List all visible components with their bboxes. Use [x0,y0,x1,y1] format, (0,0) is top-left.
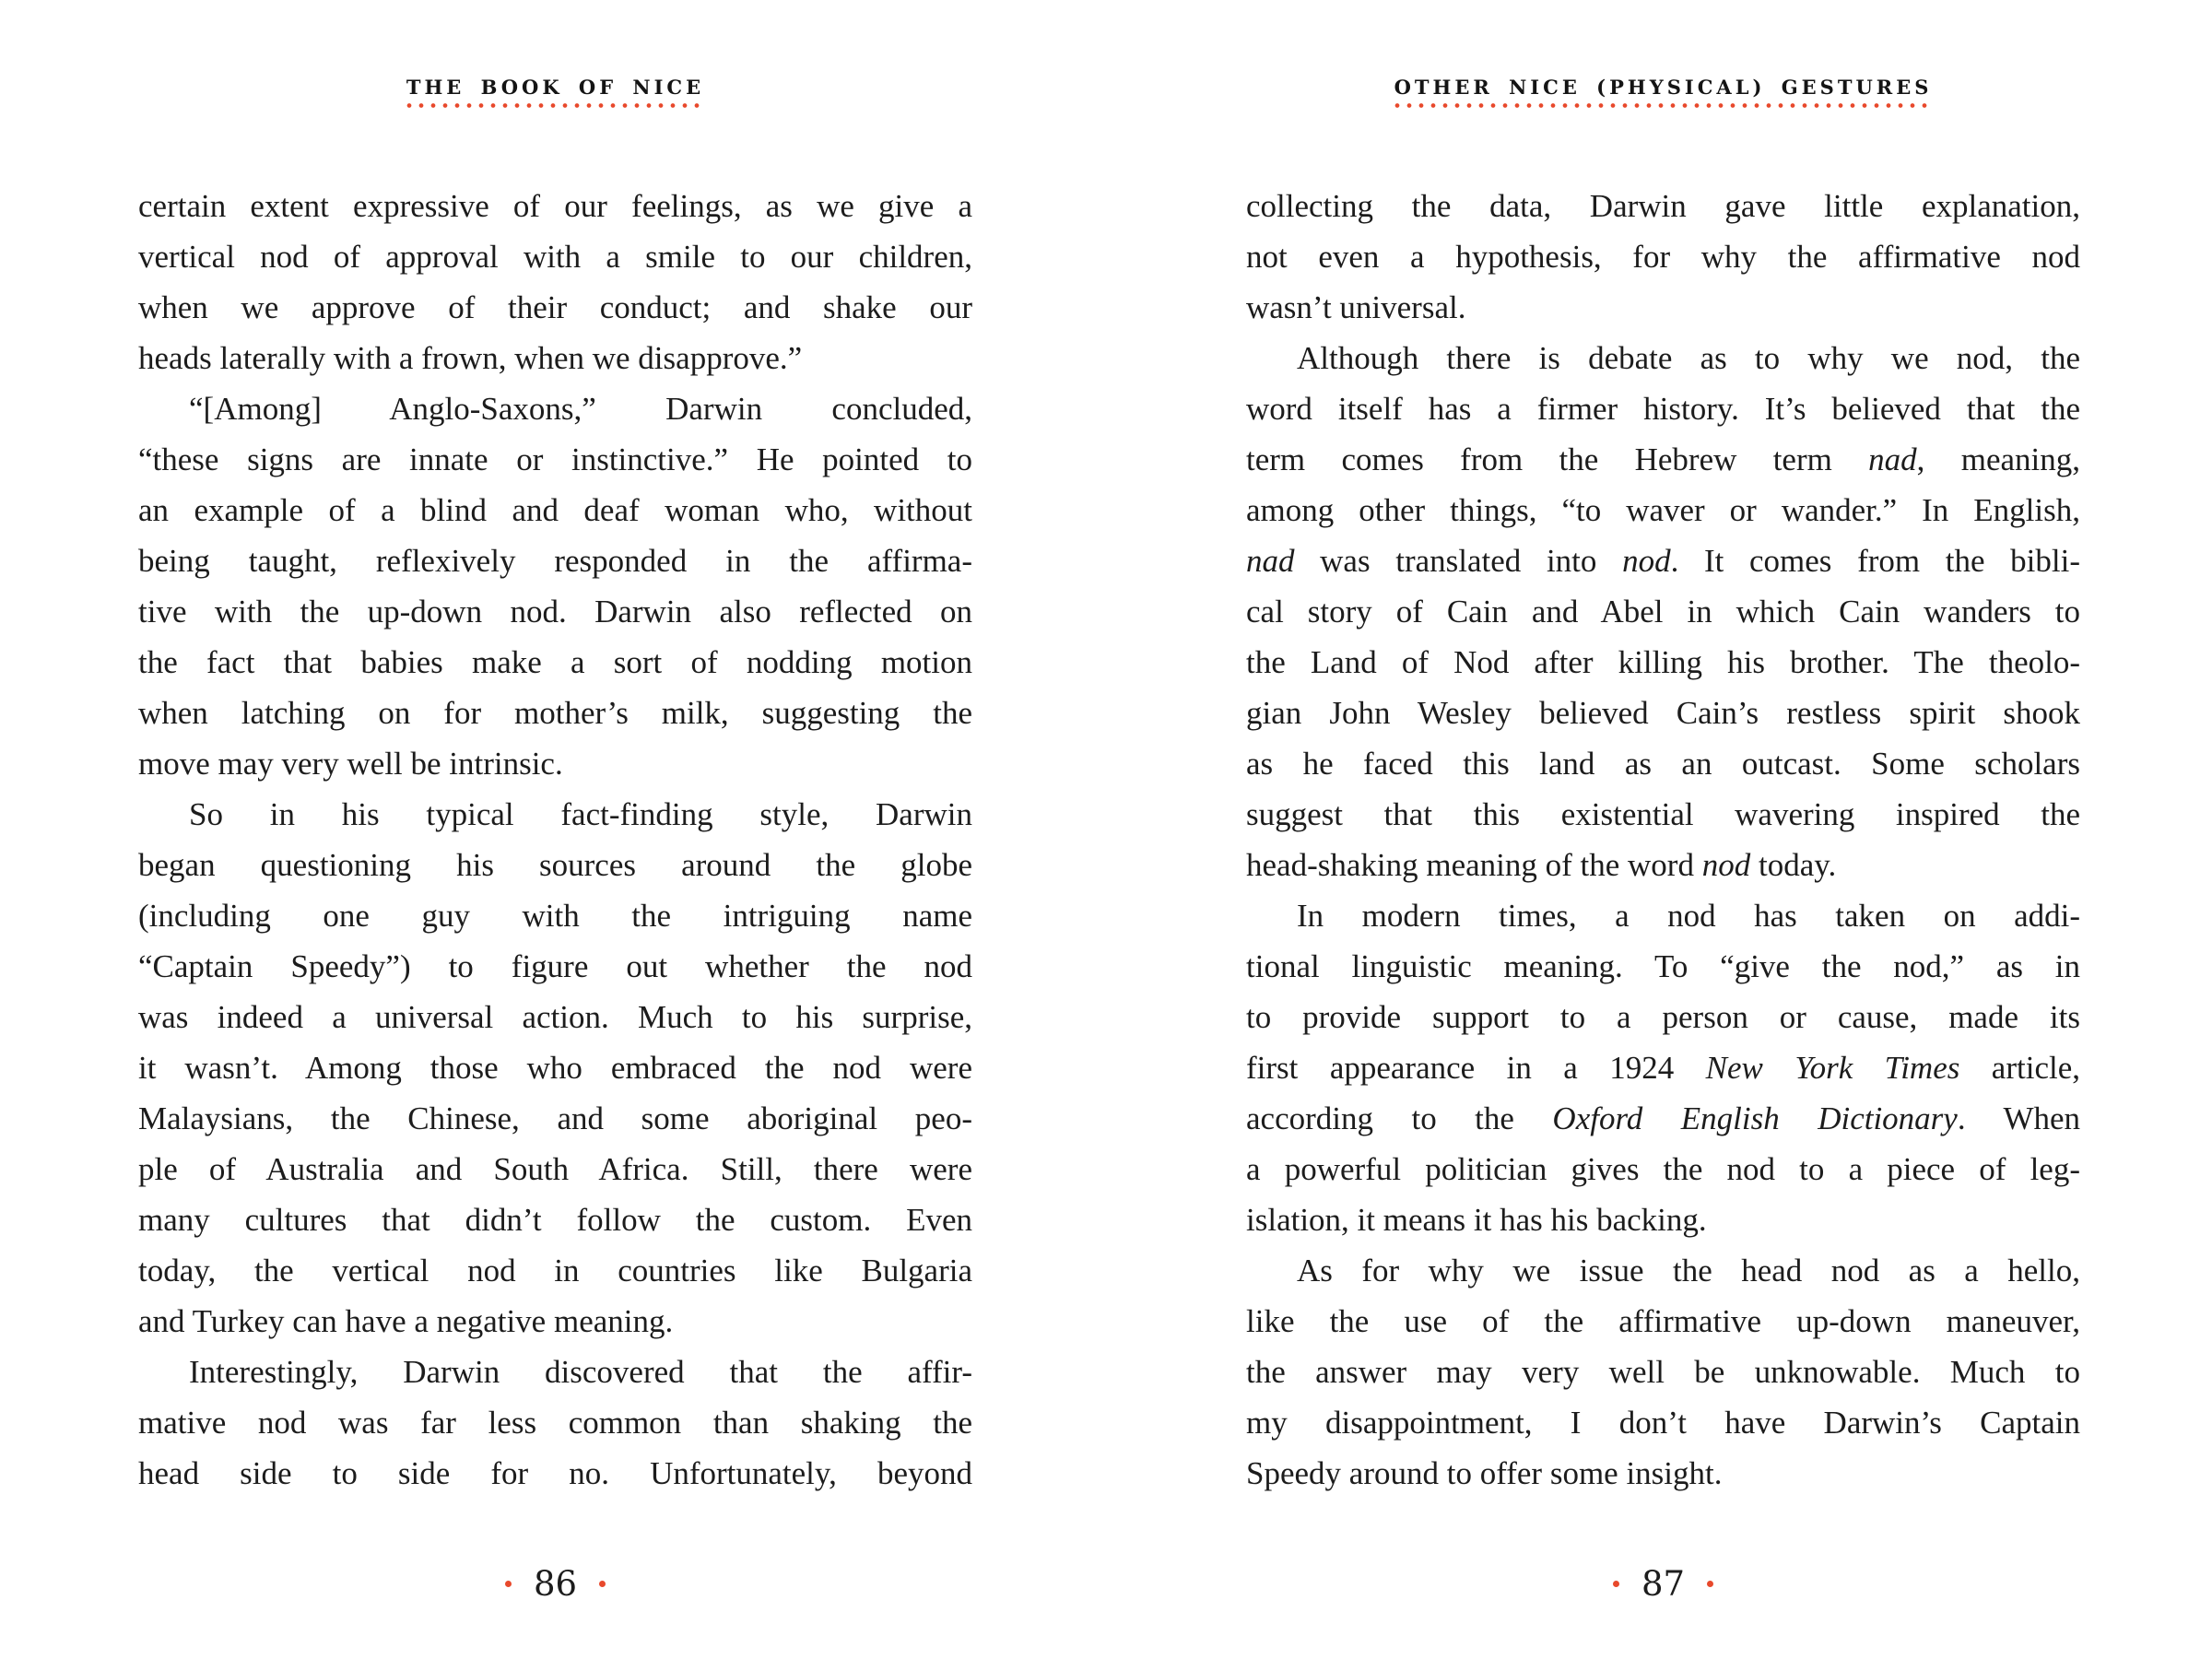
text-line: tive with the up-down nod. Darwin also reflected on [138,594,972,629]
text-line: ple of Australia and South Africa. Still, there were [138,1151,972,1187]
right-page-number: 87 [1641,1564,1686,1604]
left-page-text-column [138,181,972,1499]
text-line: according to the Oxford English Dictionary. When [1246,1100,2081,1136]
text-line: began questioning his sources around the globe [138,847,972,883]
folio-dot-icon [1613,1581,1619,1587]
text-line: Malaysians, the Chinese, and some aboriginal peo- [138,1100,972,1136]
text-line: collecting the data, Darwin gave little explanation, [1246,188,2080,224]
right-running-head-wrap [1394,76,1933,109]
text-line: cal story of Cain and Abel in which Cain wanders to [1246,594,2080,629]
folio-dot-icon [599,1581,606,1587]
text-line: to provide support to a person or cause, made its [1246,999,2080,1035]
text-line: “these signs are innate or instinctive.” He pointed to [138,441,972,477]
text-line: wasn’t universal. [1246,289,1466,325]
text-line: “Captain Speedy”) to figure out whether the nod [138,948,972,984]
text-line: when we approve of their conduct; and shake our [138,289,972,325]
text-line: my disappointment, I don’t have Darwin’s Captain [1246,1405,2080,1441]
right-running-head [1246,76,2080,109]
text-line: today, the vertical nod in countries like Bulgaria [138,1253,972,1288]
text-line: first appearance in a 1924 New York Times article, [1246,1050,2080,1086]
text-line: a powerful politician gives the nod to a piece of leg- [1246,1151,2080,1187]
text-line: many cultures that didn’t follow the custom. Even [138,1202,972,1238]
folio-dot-icon [505,1581,512,1587]
left-running-head-title: THE BOOK OF NICE [406,76,705,99]
text-line: nad was translated into nod. It comes from the bibli- [1246,543,2080,579]
left-running-head [138,76,972,109]
text-line: among other things, “to waver or wander.” In English, [1246,492,2080,528]
text-line: As for why we issue the head nod as a hello, [1297,1253,2080,1288]
text-line: certain extent expressive of our feelings, as we give a [138,188,972,224]
text-line: In modern times, a nod has taken on addi- [1297,898,2080,934]
text-line: as he faced this land as an outcast. Some scholars [1246,746,2080,782]
text-line: term comes from the Hebrew term nad, meaning, [1246,441,2080,477]
text-line: tional linguistic meaning. To “give the nod,” as in [1246,948,2080,984]
text-line: heads laterally with a frown, when we disapprove.” [138,340,803,376]
text-line: the Land of Nod after killing his brother. The theolo- [1246,644,2080,680]
right-page-text-column [1246,181,2080,1499]
text-line: gian John Wesley believed Cain’s restless spirit shook [1246,695,2080,731]
text-line: head-shaking meaning of the word nod today. [1246,847,1837,883]
text-line: islation, it means it has his backing. [1246,1202,1707,1238]
text-line: when latching on for mother’s milk, suggesting the [138,695,972,731]
text-line: the fact that babies make a sort of nodding motion [138,644,972,680]
text-line: head side to side for no. Unfortunately, beyond [138,1455,972,1491]
text-line: was indeed a universal action. Much to his surprise, [138,999,972,1035]
left-page-number: 86 [533,1564,578,1604]
text-line: (including one guy with the intriguing name [138,898,972,934]
text-line: Speedy around to offer some insight. [1246,1455,1723,1491]
right-running-head-title: OTHER NICE (PHYSICAL) GESTURES [1394,76,1933,99]
text-line: it wasn’t. Among those who embraced the nod were [138,1050,972,1086]
dotted-rule [406,102,704,109]
text-line: So in his typical fact-finding style, Darwin [189,796,972,832]
text-line: like the use of the affirmative up-down maneuver, [1246,1303,2080,1339]
text-line: vertical nod of approval with a smile to our children, [138,239,972,275]
text-line: suggest that this existential wavering inspired the [1246,796,2080,832]
right-page-folio [1246,1564,2080,1604]
folio-dot-icon [1707,1581,1713,1587]
left-page-folio [138,1564,972,1604]
text-line: the answer may very well be unknowable. Much to [1246,1354,2080,1390]
text-line: “[Among] Anglo-Saxons,” Darwin concluded, [189,391,972,427]
left-running-head-wrap [406,76,704,109]
text-line: word itself has a firmer history. It’s believed that the [1246,391,2080,427]
text-line: being taught, reflexively responded in the affirma- [138,543,972,579]
text-line: not even a hypothesis, for why the affirmative nod [1246,239,2080,275]
text-line: an example of a blind and deaf woman who, without [138,492,972,528]
text-line: Interestingly, Darwin discovered that the affir- [189,1354,972,1390]
text-line: and Turkey can have a negative meaning. [138,1303,674,1339]
text-line: Although there is debate as to why we nod, the [1297,340,2080,376]
text-line: mative nod was far less common than shaking the [138,1405,972,1441]
text-line: move may very well be intrinsic. [138,746,563,782]
dotted-rule [1394,102,1933,109]
